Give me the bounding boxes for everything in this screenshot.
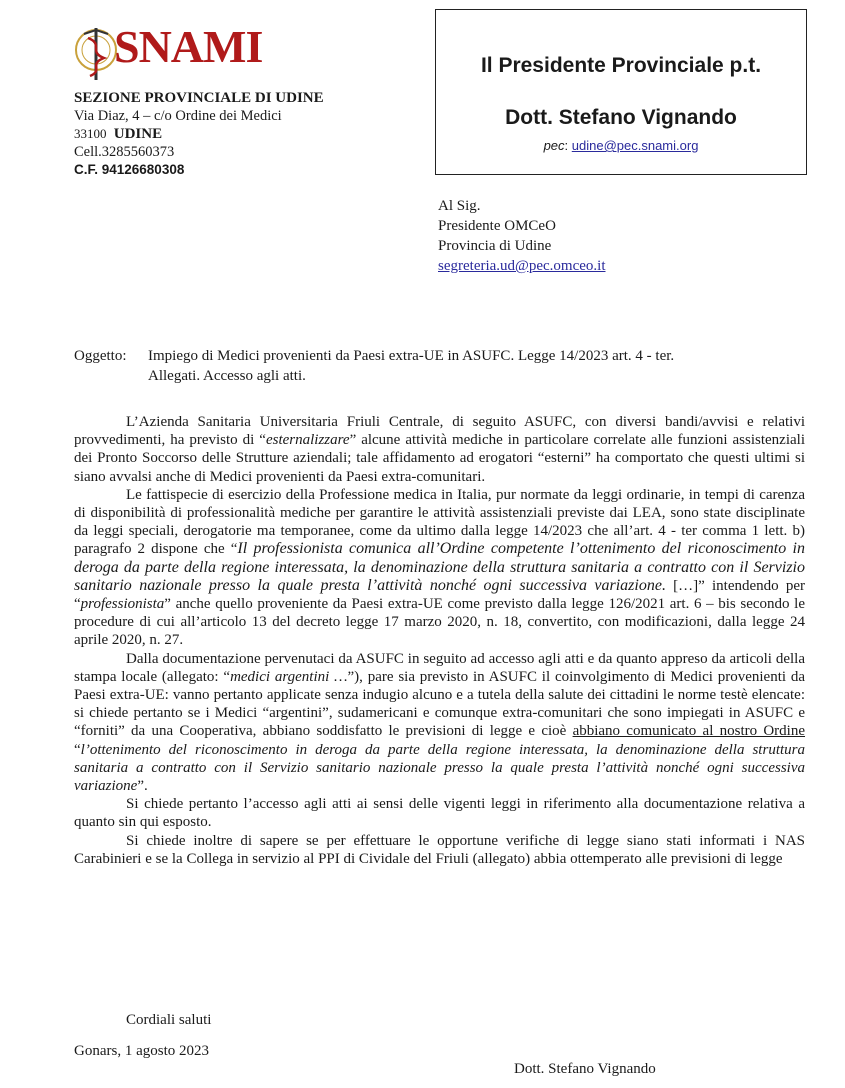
sender-city-line: [74, 125, 324, 143]
sender-zip: 33100: [74, 126, 107, 141]
p3-italic-quote: l’ottenimento del riconoscimento in deroga da parte della regione interessata, la denominazione della struttura sanitaria a contratto con il Servizio sanitario nazionale presso la quale presta l’attività nonché ogni successiva variazione: [74, 741, 805, 795]
president-box: [435, 9, 807, 175]
signature: Dott. Stefano Vignando: [514, 1061, 656, 1077]
sender-cf: C.F. 94126680308: [74, 162, 185, 177]
p1-text-c: ” alcune attività mediche in particolare correlate alle funzioni assistenziali dei Pronto Soccorso delle Strutture aziendali; tale affidamento ad erogatori “esterni” ha comportato che questi ultimi si siano avvalsi anche di Medici provenienti da Paesi extra-comunitari.: [74, 432, 805, 485]
sender-phone: Cell.3285560373: [74, 144, 175, 160]
recipient-email-link[interactable]: segreteria.ud@pec.omceo.it: [438, 258, 606, 274]
president-pec: pec: udine@pec.snami.org: [543, 138, 699, 153]
recipient-line1: Al Sig.: [438, 198, 481, 214]
paragraph-4: Si chiede pertanto l’accesso agli atti ai sensi delle vigenti leggi in riferimento alla documentazione relativa a quanto sin qui esposto.: [74, 796, 805, 831]
place-date: Gonars, 1 agosto 2023: [74, 1043, 209, 1059]
p2-text-c: […]” intendendo per “: [74, 577, 806, 613]
p3-text-g: ”.: [137, 778, 148, 795]
p3-underlined: abbiano comunicato al nostro Ordine: [572, 723, 806, 740]
pec-label: pec: [543, 138, 565, 153]
paragraph-1: [74, 413, 805, 486]
recipient-block: [438, 196, 606, 276]
president-title: Il Presidente Provinciale p.t.: [480, 54, 762, 77]
subject-line2: Allegati. Accesso agli atti.: [148, 368, 306, 384]
p3-text-e: “: [74, 741, 81, 758]
p2-italic-quote: Il professionista comunica all’Ordine competente l’ottenimento del riconoscimento in deroga da parte della regione interessata, la denominazione della struttura sanitaria a contratto con il Servizio sanitario nazionale presso la quale presta l’attività nonché ogni successiva variazione.: [74, 540, 805, 594]
p2-italic-term: professionista: [80, 596, 165, 613]
p3-text-c: ”), pare sia previsto in ASUFC il coinvolgimento di Medici provenienti da Paesi extra-UE: vanno pertanto applicate senza indugio alcuno e a tutela della salute dei cittadini le norme testè elencate: si chiede pertanto se i Medici “argentini”, sudamericani e comunque extra-comunitari che sono impiegati in ASUFC e “forniti” da una Cooperativa, abbiano soddisfatto le previsioni di legge e cioè: [74, 668, 806, 740]
sender-block: [74, 89, 324, 179]
paragraph-3: [74, 650, 805, 796]
p1-italic: esternalizzare: [265, 432, 350, 449]
sender-section: SEZIONE PROVINCIALE DI UDINE: [74, 90, 324, 106]
letter-body: [74, 413, 805, 868]
president-name: Dott. Stefano Vignando: [505, 106, 737, 129]
closing: Cordiali saluti: [126, 1012, 212, 1028]
p3-italic-attachment: medici argentini …: [230, 668, 348, 685]
logo-wordmark: SNAMI: [114, 21, 263, 72]
pec-email-link[interactable]: udine@pec.snami.org: [571, 138, 699, 153]
p2-text-e: ” anche quello proveniente da Paesi extra-UE come previsto dalla legge 126/2021 art. 6 – bis secondo le procedure di cui all’articolo 13 del decreto legge 17 marzo 2020, n. 18, convertito, con modificazioni, dalla legge 24 aprile 2020, n. 27.: [74, 596, 805, 649]
subject-line1: Impiego di Medici provenienti da Paesi extra-UE in ASUFC. Legge 14/2023 art. 4 - ter.: [148, 348, 675, 364]
subject-label: Oggetto:: [74, 348, 127, 364]
sender-address: Via Diaz, 4 – c/o Ordine dei Medici: [74, 108, 282, 124]
recipient-line2: Presidente OMCeO: [438, 218, 556, 234]
recipient-line3: Provincia di Udine: [438, 238, 552, 254]
paragraph-2: [74, 486, 805, 650]
p2-text-a: Le fattispecie di esercizio della Professione medica in Italia, pur normate da leggi ordinarie, in tempi di carenza di disponibilità di professionalità mediche per garantire le attività assistenziali previste dai LEA, sono state disciplinate da leggi speciali, derogatorie ma temporanee, come da ultimo dalla legge 14/2023 che all’art. 4 - ter comma 1 lett. b) paragrafo 2 dispone che “: [74, 486, 805, 558]
subject-block: [74, 346, 804, 386]
p1-text-a: L’Azienda Sanitaria Universitaria Friuli Centrale, di seguito ASUFC, con diversi bandi/avvisi e relativi provvedimenti, ha previsto di “: [74, 414, 805, 449]
sender-city: UDINE: [113, 126, 163, 142]
caduceus-logo-icon: [74, 22, 118, 84]
snami-logo: [74, 14, 263, 92]
paragraph-5: Si chiede inoltre di sapere se per effettuare le opportune verifiche di legge siano stati informati i NAS Carabinieri e se la Collega in servizio al PPI di Cividale del Friuli (allegato) abbia ottemperato alle previsioni di legge: [74, 832, 805, 867]
p3-text-a: Dalla documentazione pervenutaci da ASUFC in seguito ad accesso agli atti e da quanto appreso da articoli della stampa locale (allegato: “: [74, 650, 805, 685]
